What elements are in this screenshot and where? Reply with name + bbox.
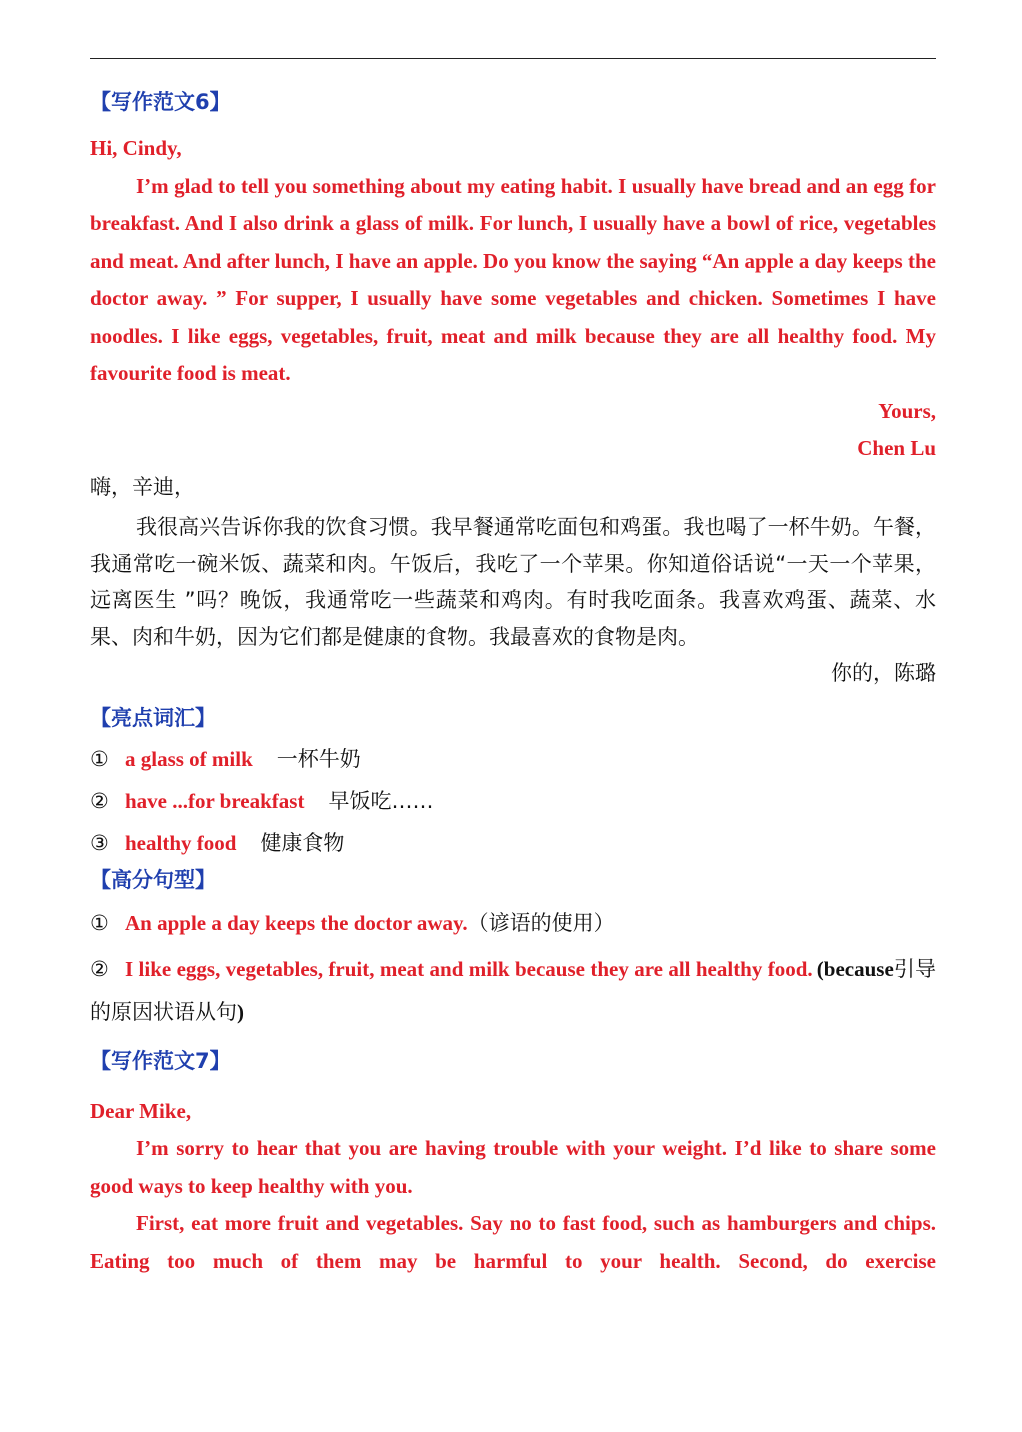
vocab-item (90, 780, 936, 822)
translation-greeting: 嗨，辛迪， (90, 474, 195, 499)
vocab-meaning: 早饭吃…… (328, 788, 434, 813)
letter-greeting: Dear Mike, (90, 1098, 192, 1123)
letter-greeting: Hi, Cindy, (90, 136, 182, 160)
translation-signoff: 你的，陈璐 (831, 661, 936, 685)
vocab-phrase: have ...for breakfast (125, 788, 305, 813)
item-number: ③ (90, 830, 109, 855)
letter-body: I’m glad to tell you something about my eating habit. I usually have bread and an egg for breakfast. And I also drink a glass of milk. For lunch, I usually have a bowl of rice, vegetables and meat. And after lunch, I have an apple. Do you know the saying “An apple a day keeps the doctor away. ” For supper, I usually have some vegetables and chicken. Sometimes I have noodles. I like eggs, vegetables, fruit, meat and milk because they are all healthy food. My favourite food is meat. (90, 173, 936, 385)
sentences-heading: 【高分句型】 (90, 867, 216, 892)
letter-paragraph: I’m sorry to hear that you are having trouble with your weight. I’d like to share some good ways to keep healthy with you. (90, 1136, 936, 1198)
page-content (90, 88, 936, 1280)
sentence-item (90, 949, 936, 1035)
vocab-item (90, 822, 936, 864)
letter-closing: Yours, (878, 398, 936, 423)
vocab-phrase: a glass of milk (125, 746, 253, 771)
translation-body: 我很高兴告诉你我的饮食习惯。我早餐通常吃面包和鸡蛋。我也喝了一杯牛奶。午餐，我通常吃一碗米饭、蔬菜和肉。午饭后，我吃了一个苹果。你知道俗话说“一天一个苹果，远离医生 ”吗？晚饭，我通常吃一些蔬菜和鸡肉。有时我吃面条。我喜欢鸡蛋、蔬菜、水果、肉和牛奶，因为它们都是健康的食物。我最喜欢的食物是肉。 (90, 515, 936, 649)
item-number: ② (90, 956, 109, 981)
sentence-item (90, 902, 936, 947)
sentence-note-end: ) (237, 999, 244, 1024)
header-rule (90, 58, 936, 59)
vocab-phrase: healthy food (125, 830, 237, 855)
sentence-note-zh: 引导的原因状语从句 (90, 956, 937, 1024)
letter-signature: Chen Lu (857, 436, 936, 460)
vocab-meaning: 一杯牛奶 (276, 746, 361, 771)
letter-paragraph: First, eat more fruit and vegetables. Say no to fast food, such as hamburgers and chips. Eating too much of them may be harmful to your health. Second, do exercise (90, 1211, 936, 1273)
sentence-text: An apple a day keeps the doctor away. (125, 910, 468, 935)
vocab-heading: 【亮点词汇】 (90, 705, 216, 730)
sentence-note: （谚语的使用） (467, 910, 615, 935)
vocab-meaning: 健康食物 (260, 830, 345, 855)
sentence-text: I like eggs, vegetables, fruit, meat and milk because they are all healthy food. (125, 956, 813, 981)
item-number: ① (90, 910, 109, 935)
sentence-note-en: (because (816, 956, 894, 981)
section7-heading: 【写作范文7】 (90, 1048, 231, 1073)
item-number: ② (90, 788, 109, 813)
vocab-item (90, 738, 936, 780)
item-number: ① (90, 746, 109, 771)
section6-heading: 【写作范文6】 (90, 90, 231, 114)
